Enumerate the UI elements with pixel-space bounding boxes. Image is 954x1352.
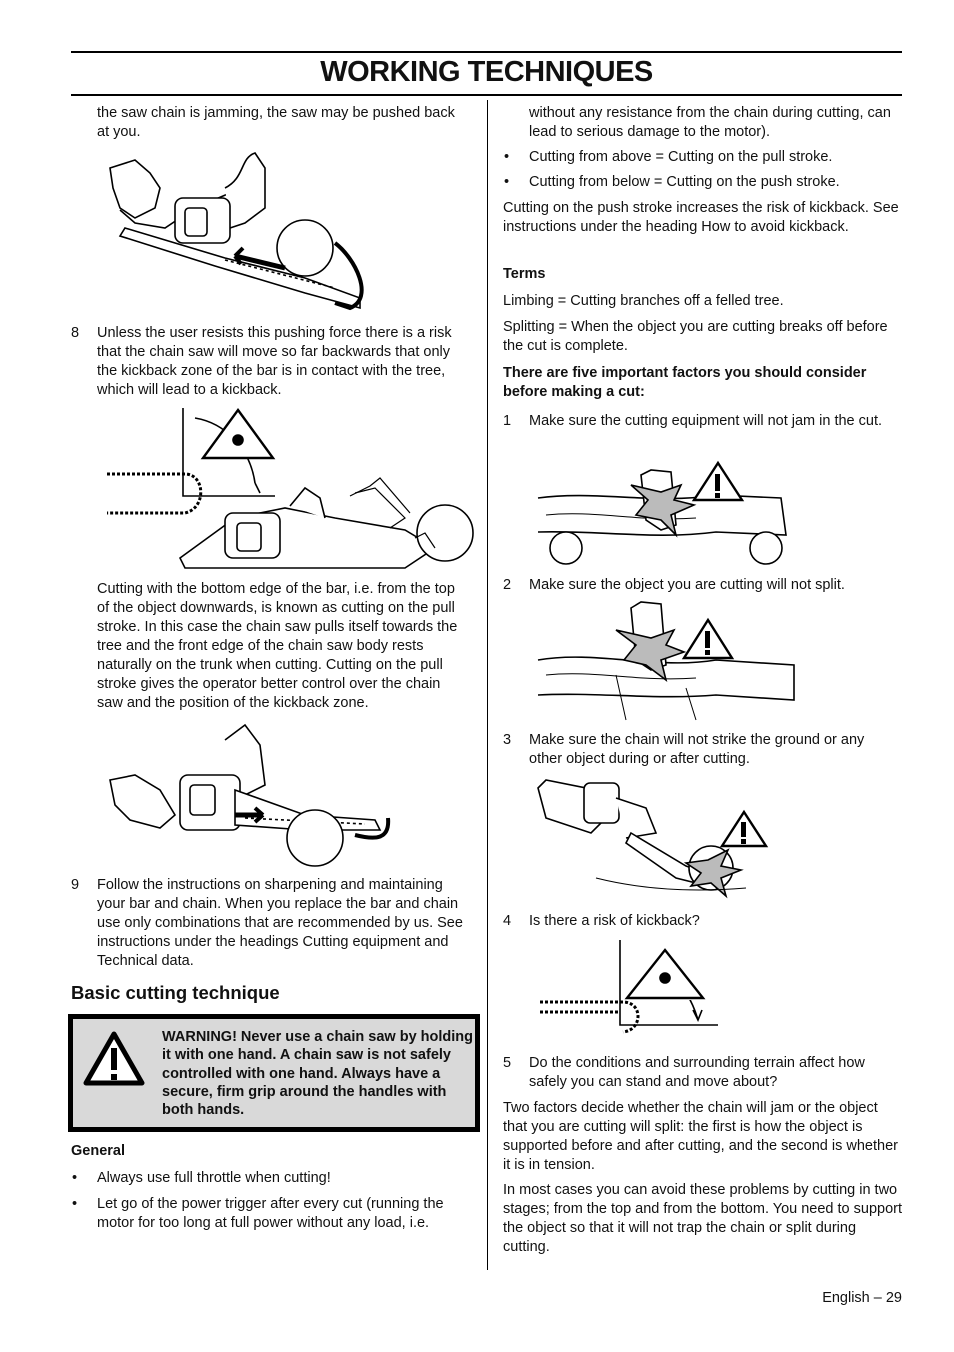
general-heading: General [71,1143,125,1159]
column-divider [487,100,488,1270]
kickback-zone-illustration [105,408,475,583]
factor-5-number: 5 [503,1055,512,1071]
page-title: WORKING TECHNIQUES [320,56,653,88]
bullet-glyph: • [72,1170,78,1186]
warning-text: WARNING! Never use a chain saw by holding it with one hand. A chain saw is not safely controlled with one hand. Always have a secure, firm grip around the handles with both hands. [162,1029,474,1119]
intro-text: the saw chain is jamming, the saw may be pushed back at you. [97,105,455,140]
avoid-problems-text: In most cases you can avoid these problems by cutting in two stages; from the top and from the bottom. You need to support the object so that it will not trap the chain or split during cutting. [503,1182,903,1255]
bullet-full-throttle: Always use full throttle when cutting! [97,1170,331,1186]
push-back-illustration [105,148,375,321]
terms-heading: Terms [503,266,546,282]
bullet-power-trigger: Let go of the power trigger after every cut (running the motor for too long at full power without any load, i.e. [97,1196,444,1231]
bullet-glyph: • [504,174,510,190]
continued-text: without any resistance from the chain during cutting, can lead to serious damage to the motor). [529,105,891,140]
splitting-text: Splitting = When the object you are cutting breaks off before the cut is complete. [503,319,888,354]
factor-2-number: 2 [503,577,512,593]
warning-triangle-icon [83,1031,145,1087]
bullet-glyph: • [504,149,510,165]
factor-1-number: 1 [503,413,512,429]
bullet-cut-above: Cutting from above = Cutting on the pull stroke. [529,149,833,165]
factor-2-text: Make sure the object you are cutting will not split. [529,577,845,593]
split-illustration [536,600,796,730]
factor-3-number: 3 [503,732,512,748]
item-8-text: Unless the user resists this pushing force there is a risk that the chain saw will move so far backwards that only the kickback zone of the bar is in contact with the tree, which will lead to a kickback. [97,325,452,398]
factor-5-text: Do the conditions and surrounding terrain affect how safely you can stand and move about? [529,1055,865,1090]
item-8-number: 8 [71,325,80,341]
two-factors-text: Two factors decide whether the chain will jam or the object that you are cutting will split: the first is how the object is supported before and after cutting, and the second is whether it is in tension. [503,1100,898,1173]
jam-illustration [536,460,796,575]
limbing-text: Limbing = Cutting branches off a felled tree. [503,293,784,309]
pull-stroke-illustration [105,720,395,875]
kickback-warning-icon [203,410,273,458]
kickback-risk-illustration [538,940,723,1035]
bullet-cut-below: Cutting from below = Cutting on the push stroke. [529,174,840,190]
factor-4-text: Is there a risk of kickback? [529,913,700,929]
bullet-glyph: • [72,1196,78,1212]
factor-3-text: Make sure the chain will not strike the ground or any other object during or after cutting. [529,732,865,767]
item-9-number: 9 [71,877,80,893]
factor-4-number: 4 [503,913,512,929]
item-9-text: Follow the instructions on sharpening and maintaining your bar and chain. When you replace the bar and chain use only combinations that are recommended by us. See instructions under the headings Cutting equipment and Technical data. [97,877,463,969]
push-risk-text: Cutting on the push stroke increases the risk of kickback. See instructions under the heading How to avoid kickback. [503,200,899,235]
ground-strike-illustration [536,778,766,903]
factor-1-text: Make sure the cutting equipment will not jam in the cut. [529,413,883,429]
header-bottom-rule [71,94,902,96]
page-number: English – 29 [822,1290,902,1306]
warning-box [68,1014,480,1132]
section-title: Basic cutting technique [71,982,280,1003]
factors-heading: There are five important factors you should consider before making a cut: [503,365,867,400]
header-top-rule [71,51,902,53]
pull-stroke-text: Cutting with the bottom edge of the bar, i.e. from the top of the object downwards, is known as cutting on the pull stroke. In this case the chain saw pulls itself towards the tree and the front edge of the chain saw body rests naturally on the trunk when cutting. Cutting on the pull stroke gives the operator better control over the chain saw and the position of the kickback zone. [97,581,458,711]
